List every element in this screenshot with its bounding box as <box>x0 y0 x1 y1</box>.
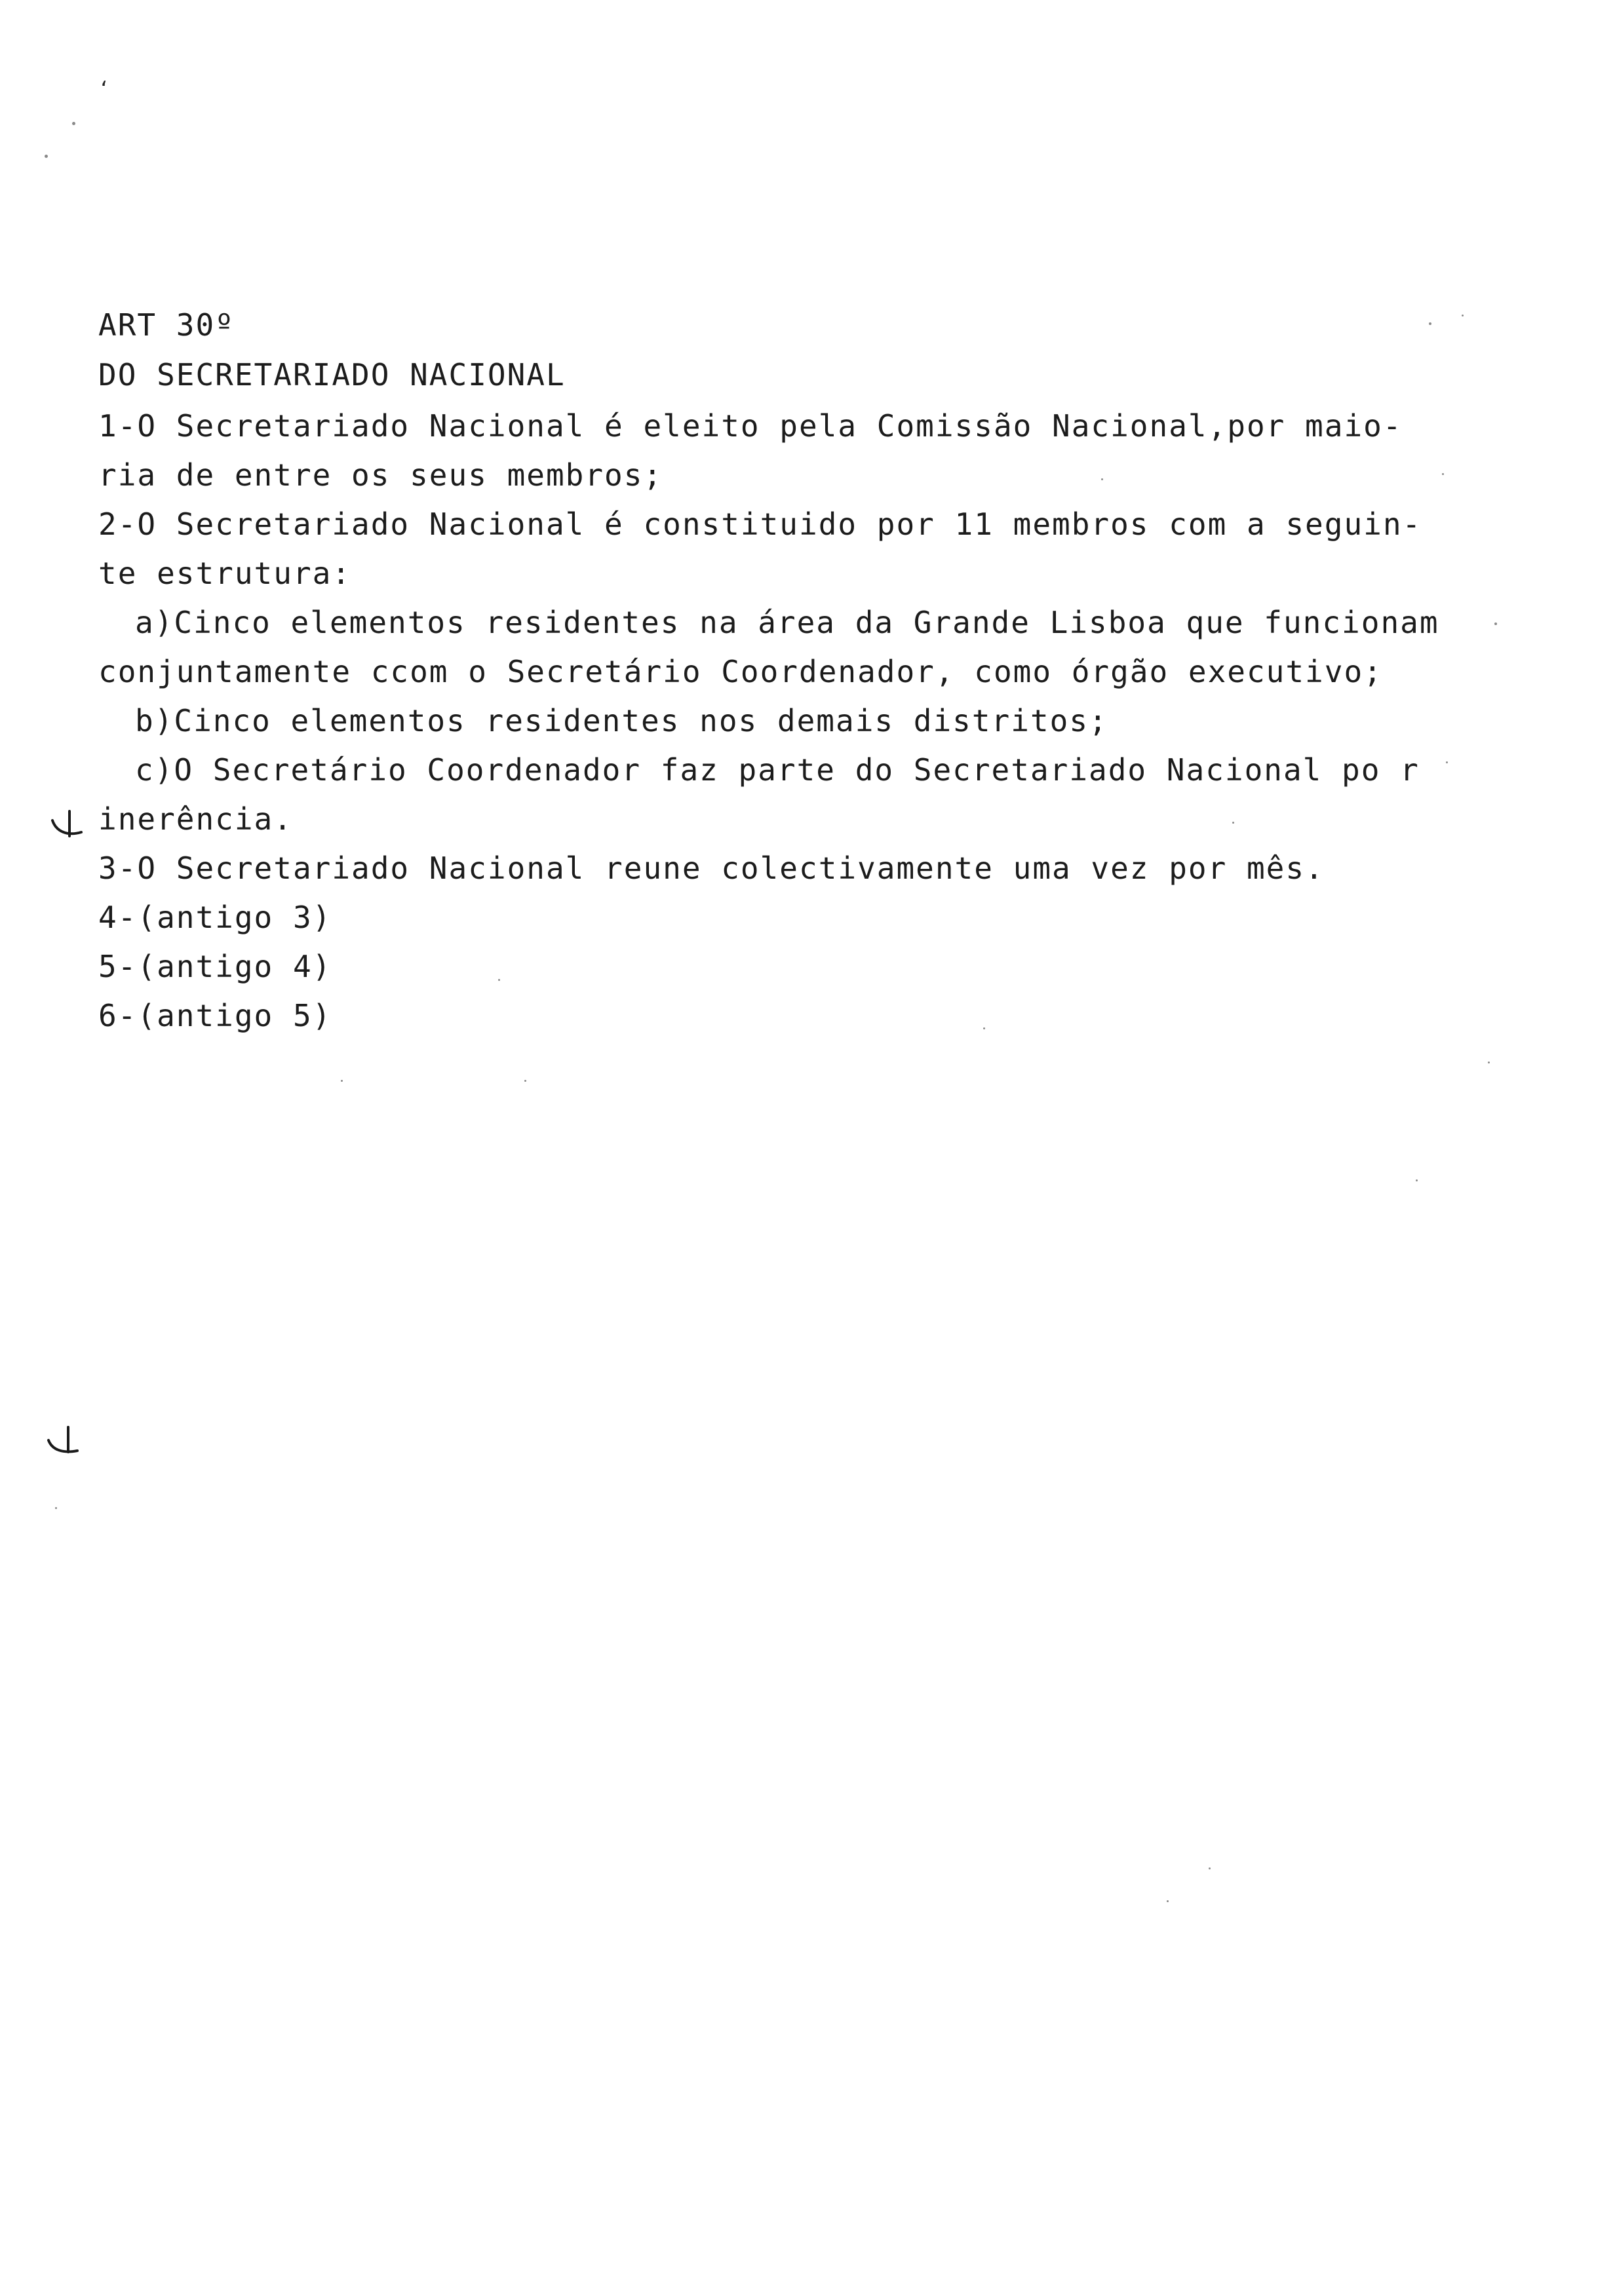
speck <box>45 155 48 158</box>
list-item-b: b)Cinco elementos residentes nos demais distritos; <box>135 703 1108 738</box>
margin-hook-mark <box>50 810 84 840</box>
speck <box>341 1080 343 1082</box>
speck <box>1416 1179 1418 1181</box>
stray-mark-top: ‘ <box>98 77 109 99</box>
paragraph-line: 3-O Secretariado Nacional reune colectivamente uma vez por mês. <box>98 851 1325 886</box>
speck <box>1462 315 1464 316</box>
speck <box>1494 622 1497 625</box>
speck <box>1232 822 1234 824</box>
speck <box>1488 1062 1490 1063</box>
paragraph-line: te estrutura: <box>98 556 352 591</box>
paragraph-line: conjuntamente ccom o Secretário Coordenador, como órgão executivo; <box>98 654 1383 689</box>
paragraph-line: ria de entre os seus membros; <box>98 457 663 493</box>
speck <box>983 1027 985 1029</box>
speck <box>1101 478 1103 480</box>
speck <box>72 122 75 125</box>
speck <box>1429 322 1431 325</box>
speck <box>1167 1900 1169 1902</box>
article-heading: ART 30º <box>98 307 235 343</box>
margin-hook-mark <box>46 1426 80 1456</box>
paragraph-line: inerência. <box>98 801 293 837</box>
list-item-c: c)O Secretário Coordenador faz parte do Secretariado Nacional po r <box>135 752 1420 788</box>
speck <box>1209 1867 1211 1869</box>
paragraph-line: 6-(antigo 5) <box>98 998 332 1033</box>
list-item-a: a)Cinco elementos residentes na área da Grande Lisboa que funcionam <box>135 605 1439 640</box>
section-title: DO SECRETARIADO NACIONAL <box>98 357 566 392</box>
speck <box>55 1507 57 1509</box>
paragraph-line: 2-O Secretariado Nacional é constituido por 11 membros com a seguin- <box>98 507 1422 542</box>
paragraph-line: 5-(antigo 4) <box>98 949 332 984</box>
speck <box>524 1080 526 1082</box>
speck <box>1446 761 1448 763</box>
speck <box>498 979 500 981</box>
speck <box>1442 473 1444 475</box>
paragraph-line: 1-O Secretariado Nacional é eleito pela Comissão Nacional,por maio- <box>98 408 1403 444</box>
paragraph-line: 4-(antigo 3) <box>98 900 332 935</box>
